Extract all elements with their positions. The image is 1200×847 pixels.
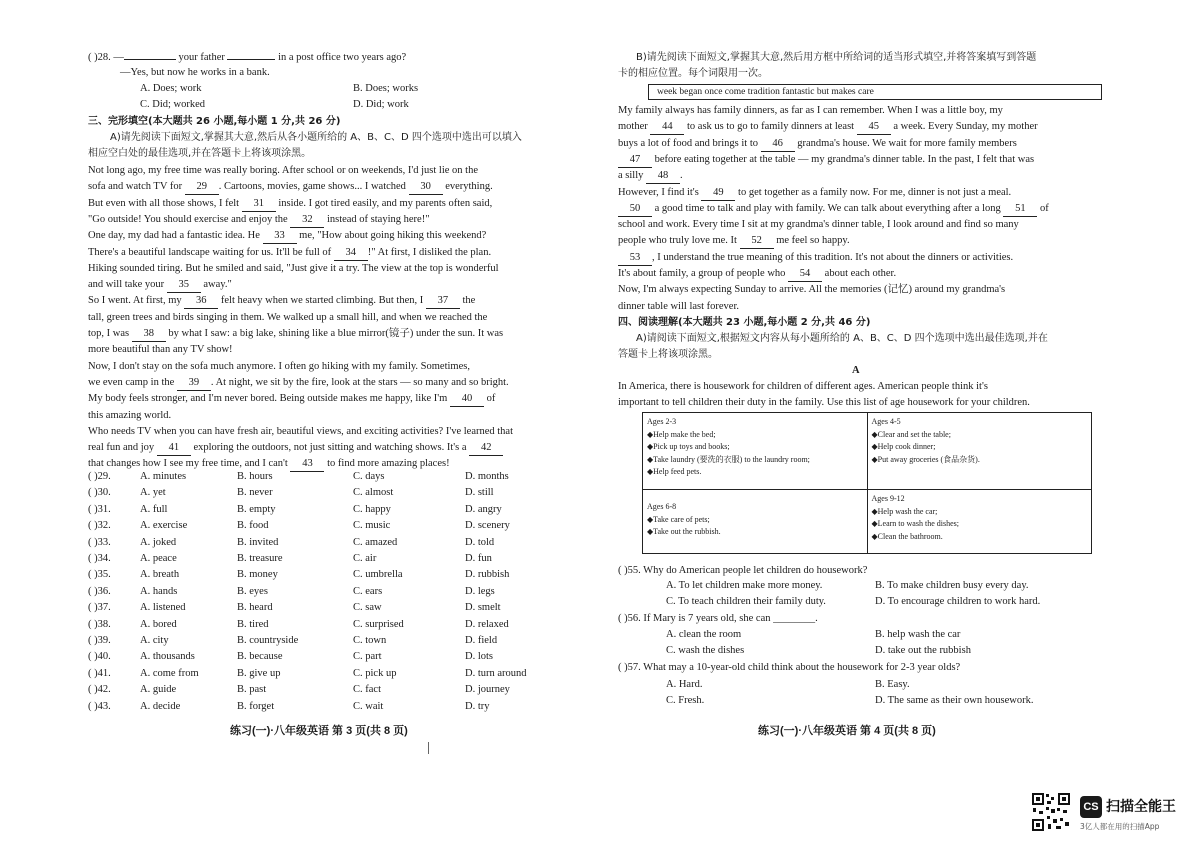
passage-text: My family always has family dinners, as far as I can remember. When I was a little boy, my bbox=[618, 105, 1003, 116]
passage-text: mother bbox=[618, 121, 651, 133]
passage-text: school and work. Every time I sit at my grandma's dinner table, I look around and find so many bbox=[618, 219, 1019, 231]
option-c: C. amazed bbox=[353, 536, 398, 548]
cloze-passage-line bbox=[88, 425, 578, 439]
passage-text: me, "How about going hiking this weekend? bbox=[296, 230, 487, 242]
answer-blank: 47 bbox=[618, 153, 652, 168]
passage-text: It's about family, a group of people who bbox=[618, 268, 789, 279]
passage-text: buys a lot of food and brings it to bbox=[618, 137, 761, 149]
passage-text: Now, I'm always expecting Sunday to arrive. All the memories (记忆) around my grandma's bbox=[618, 284, 1006, 296]
answer-blank: 31 bbox=[242, 197, 276, 212]
passage-text: Hiking sounded tiring. But he smiled and said, "Just give it a try. The view at the top is wonderful bbox=[88, 262, 499, 274]
option-number: ( )37. bbox=[88, 602, 111, 614]
option-d: D. legs bbox=[465, 585, 495, 597]
option-b: B. empty bbox=[237, 503, 276, 515]
option-number: ( )39. bbox=[88, 635, 111, 646]
option-a: A. city bbox=[140, 635, 169, 646]
option-number: ( )38. bbox=[88, 618, 111, 630]
option-a: A. joked bbox=[140, 536, 177, 548]
option-a: A. full bbox=[140, 503, 168, 515]
answer-blank: 53 bbox=[618, 251, 652, 266]
camscanner-logo-icon: CS bbox=[1080, 796, 1102, 818]
option-d: D. journey bbox=[465, 684, 510, 696]
passage-text: real fun and joy bbox=[88, 442, 157, 454]
option-c: C. pick up bbox=[353, 667, 397, 679]
answer-blank: 43 bbox=[290, 457, 324, 472]
cloze-passage-line bbox=[88, 262, 578, 276]
section4-instruction-1: A)请阅读下面短文,根据短文内容从每小题所给的 A、B、C、D 四个选项中选出最佳选项,并在 bbox=[636, 333, 1048, 344]
passage-text: There's a beautiful landscape waiting for us. It'll be full of bbox=[88, 246, 334, 258]
passage-text: exploring the outdoors, not just sitting and watching shows. It's a bbox=[190, 442, 470, 454]
passage-text: we even camp in the bbox=[88, 376, 177, 388]
option-number: ( )33. bbox=[88, 536, 111, 548]
option-a: A. guide bbox=[140, 684, 177, 696]
fill-in-passage-line bbox=[618, 169, 1096, 184]
fill-in-passage-line bbox=[618, 153, 1096, 168]
option-b: B. countryside bbox=[237, 635, 299, 646]
passage-text: everything. bbox=[442, 181, 493, 193]
cloze-passage-line bbox=[88, 409, 578, 423]
passage-text: and will take your bbox=[88, 279, 167, 291]
option-c: C. wait bbox=[353, 700, 384, 712]
option-a: A. exercise bbox=[140, 520, 188, 532]
option-b: B. treasure bbox=[237, 553, 283, 564]
answer-blank: 34 bbox=[334, 246, 368, 261]
answer-blank: 52 bbox=[740, 234, 774, 249]
answer-blank: 42 bbox=[469, 441, 503, 456]
q56-option-d: D. take out the rubbish bbox=[875, 645, 971, 656]
answer-blank: 39 bbox=[177, 376, 211, 391]
passage-text: grandma's house. We wait for more family members bbox=[794, 137, 1017, 149]
q57-option-c: C. Fresh. bbox=[666, 695, 705, 706]
table-cell-ages-9-12: Ages 9-12 ◆Help wash the car; ◆Learn to wash the dishes; ◆Clean the bathroom. bbox=[867, 490, 1092, 554]
answer-blank: 49 bbox=[701, 186, 735, 201]
option-b: B. heard bbox=[237, 602, 273, 614]
q55-stem: ( )55. Why do American people let children do housework? bbox=[618, 565, 868, 576]
passage-text: But even with all those shows, I felt bbox=[88, 197, 242, 209]
cloze-passage-line bbox=[88, 360, 578, 374]
option-a: A. come from bbox=[140, 667, 199, 679]
option-number: ( )41. bbox=[88, 667, 111, 679]
option-number: ( )29. bbox=[88, 471, 111, 482]
passage-a-heading: A bbox=[852, 365, 860, 376]
fill-in-passage-line bbox=[618, 186, 1096, 201]
answer-blank: 29 bbox=[185, 180, 219, 195]
center-divider-mark bbox=[428, 742, 429, 754]
q28-option-d: D. Did; work bbox=[353, 99, 409, 110]
answer-blank: 33 bbox=[263, 229, 297, 244]
option-b: B. eyes bbox=[237, 585, 268, 597]
passage-text: of bbox=[1037, 202, 1049, 214]
passage-text: My body feels stronger, and I'm never bored. Being outside makes me happy, like I'm bbox=[88, 393, 450, 405]
cloze-passage-line bbox=[88, 246, 578, 261]
option-a: A. thousands bbox=[140, 651, 195, 663]
option-b: B. past bbox=[237, 684, 267, 696]
option-d: D. try bbox=[465, 700, 490, 712]
passage-text: me feel so happy. bbox=[773, 235, 850, 247]
option-d: D. still bbox=[465, 487, 494, 499]
answer-blank: 40 bbox=[450, 392, 484, 407]
cloze-passage-line bbox=[88, 164, 578, 178]
passage-text: However, I find it's bbox=[618, 186, 702, 198]
fill-in-passage-line bbox=[618, 234, 1096, 249]
cloze-passage-line bbox=[88, 327, 578, 342]
fill-in-passage-line bbox=[618, 120, 1096, 135]
table-cell-ages-6-8: Ages 6-8 ◆Take care of pets; ◆Take out the rubbish. bbox=[643, 490, 868, 554]
passage-text: to ask us to go to family dinners at least bbox=[684, 121, 857, 133]
option-b: B. never bbox=[237, 487, 273, 499]
passage-text: a week. Every Sunday, my mother bbox=[890, 121, 1038, 133]
passage-text: a silly bbox=[618, 170, 646, 182]
q56-option-a: A. clean the room bbox=[666, 629, 742, 640]
cloze-passage-line bbox=[88, 441, 578, 456]
answer-blank: 44 bbox=[650, 120, 684, 135]
option-b: B. tired bbox=[237, 618, 269, 630]
answer-blank: 48 bbox=[646, 169, 680, 184]
passage-text: to find more amazing places! bbox=[324, 458, 450, 470]
option-c: C. town bbox=[353, 635, 387, 646]
section3-instruction-2: 相应空白处的最佳选项,并在答题卡上将该项涂黑。 bbox=[88, 148, 312, 159]
table-cell-ages-2-3: Ages 2-3 ◆Help make the bed; ◆Pick up toys and books; ◆Take laundry (要洗的衣服) to the laundry room; ◆Help feed pets. bbox=[643, 413, 868, 490]
passage-text: . bbox=[680, 170, 683, 182]
qr-code-icon bbox=[1031, 792, 1071, 832]
q28-option-b: B. Does; works bbox=[353, 83, 419, 94]
answer-blank: 35 bbox=[167, 278, 201, 293]
option-d: D. turn around bbox=[465, 667, 527, 679]
watermark-title: 扫描全能王 bbox=[1106, 799, 1176, 815]
option-a: A. hands bbox=[140, 585, 178, 597]
answer-blank: 36 bbox=[184, 294, 218, 309]
passage-text: , I understand the true meaning of this tradition. It's not about the dinners or activities. bbox=[652, 251, 1014, 263]
option-d: D. scenery bbox=[465, 520, 510, 532]
fill-in-passage-line bbox=[618, 218, 1096, 232]
section-b-instruction-2: 卡的相应位置。每个词限用一次。 bbox=[618, 68, 768, 79]
page-3-footer: 练习(一)·八年级英语 第 3 页(共 8 页) bbox=[230, 725, 408, 737]
fill-in-passage-line bbox=[618, 202, 1096, 217]
option-c: C. days bbox=[353, 471, 385, 482]
option-d: D. angry bbox=[465, 503, 502, 515]
passage-text: people who truly love me. It bbox=[618, 235, 740, 247]
answer-blank: 51 bbox=[1003, 202, 1037, 217]
fill-in-passage-line bbox=[618, 251, 1096, 266]
passage-a-line-2: important to tell children their duty in the family. Use this list of age housework for your children. bbox=[618, 397, 1030, 408]
passage-text: One day, my dad had a fantastic idea. He bbox=[88, 230, 263, 242]
option-b: B. give up bbox=[237, 667, 281, 679]
q56-option-b: B. help wash the car bbox=[875, 629, 961, 640]
q28-option-c: C. Did; worked bbox=[140, 99, 206, 110]
option-number: ( )34. bbox=[88, 553, 111, 564]
section4-instruction-2: 答题卡上将该项涂黑。 bbox=[618, 349, 718, 360]
passage-text: to get together as a family now. For me, dinner is not just a meal. bbox=[735, 186, 1012, 198]
q55-option-c: C. To teach children their family duty. bbox=[666, 596, 826, 607]
option-a: A. peace bbox=[140, 553, 177, 564]
passage-text: sofa and watch TV for bbox=[88, 181, 185, 193]
passage-text: top, I was bbox=[88, 328, 132, 339]
housework-table bbox=[642, 412, 1092, 554]
option-d: D. smelt bbox=[465, 602, 501, 614]
answer-blank: 37 bbox=[426, 294, 460, 309]
q28-option-a: A. Does; work bbox=[140, 83, 202, 94]
q28-line2: —Yes, but now he works in a bank. bbox=[120, 67, 270, 78]
passage-text: instead of staying here!" bbox=[324, 213, 430, 225]
answer-blank: 38 bbox=[132, 327, 166, 342]
passage-text: Who needs TV when you can have fresh air, beautiful views, and exciting activities? I've learned that bbox=[88, 425, 514, 437]
option-c: C. saw bbox=[353, 602, 382, 614]
option-c: C. fact bbox=[353, 684, 381, 696]
passage-text: a good time to talk and play with family. We can talk about everything after a long bbox=[652, 202, 1004, 214]
q55-option-d: D. To encourage children to work hard. bbox=[875, 596, 1041, 607]
q57-option-d: D. The same as their own housework. bbox=[875, 695, 1034, 706]
answer-blank: 45 bbox=[857, 120, 891, 135]
passage-text: dinner table will last forever. bbox=[618, 300, 740, 312]
watermark-subtitle: 3亿人都在用的扫描App bbox=[1080, 822, 1160, 831]
fill-in-passage-line bbox=[618, 283, 1096, 297]
option-b: B. hours bbox=[237, 471, 273, 482]
passage-text: inside. I got tired easily, and my parents often said, bbox=[275, 197, 493, 209]
option-number: ( )31. bbox=[88, 503, 111, 515]
fill-in-passage-line bbox=[618, 300, 1096, 314]
option-a: A. decide bbox=[140, 700, 181, 712]
option-a: A. breath bbox=[140, 569, 180, 581]
option-c: C. almost bbox=[353, 487, 394, 499]
passage-text: So I went. At first, my bbox=[88, 295, 185, 307]
answer-blank: 32 bbox=[290, 213, 324, 228]
option-a: A. listened bbox=[140, 602, 186, 614]
option-a: A. minutes bbox=[140, 471, 187, 482]
section-b-instruction-1: B)请先阅读下面短文,掌握其大意,然后用方框中所给词的适当形式填空,并将答案填写到答题 bbox=[636, 52, 1037, 63]
option-number: ( )43. bbox=[88, 700, 111, 712]
q28-stem: ( )28. — your father in a post office two years ago? bbox=[88, 52, 407, 63]
section4-title: 四、阅读理解(本大题共 23 小题,每小题 2 分,共 46 分) bbox=[618, 317, 871, 328]
cloze-passage-line bbox=[88, 229, 578, 244]
q57-option-b: B. Easy. bbox=[875, 679, 910, 690]
passage-text: that changes how I see my free time, and I can't bbox=[88, 458, 291, 470]
passage-text: away." bbox=[200, 279, 232, 291]
cloze-passage-line bbox=[88, 197, 578, 212]
option-d: D. lots bbox=[465, 651, 494, 663]
passage-text: . At night, we sit by the fire, look at the stars — so many and so bright. bbox=[210, 376, 509, 388]
option-number: ( )40. bbox=[88, 651, 111, 663]
passage-text: of bbox=[483, 393, 496, 405]
q56-option-c: C. wash the dishes bbox=[666, 645, 745, 656]
page-4-footer: 练习(一)·八年级英语 第 4 页(共 8 页) bbox=[758, 725, 936, 737]
option-number: ( )30. bbox=[88, 487, 111, 499]
q55-option-a: A. To let children make more money. bbox=[666, 580, 823, 591]
option-number: ( )42. bbox=[88, 684, 111, 696]
option-number: ( )32. bbox=[88, 520, 111, 532]
answer-blank: 41 bbox=[157, 441, 191, 456]
passage-text: "Go outside! You should exercise and enjoy the bbox=[88, 213, 291, 225]
cloze-passage-line bbox=[88, 343, 578, 357]
cloze-passage-line bbox=[88, 180, 578, 195]
passage-text: !" At first, I disliked the plan. bbox=[367, 246, 492, 258]
cloze-passage-line bbox=[88, 392, 578, 407]
fill-in-passage-line bbox=[618, 137, 1096, 152]
word-box: week began once come tradition fantastic but makes care bbox=[648, 84, 1102, 100]
option-c: C. part bbox=[353, 651, 382, 663]
answer-blank: 30 bbox=[409, 180, 443, 195]
option-a: A. bored bbox=[140, 618, 177, 630]
passage-text: more beautiful than any TV show! bbox=[88, 344, 233, 356]
option-b: B. forget bbox=[237, 700, 275, 712]
option-c: C. surprised bbox=[353, 618, 404, 630]
cloze-passage-line bbox=[88, 311, 578, 325]
option-number: ( )36. bbox=[88, 585, 111, 597]
fill-in-passage-line bbox=[618, 267, 1096, 282]
option-d: D. field bbox=[465, 635, 498, 646]
passage-text: by what I saw: a big lake, shining like a blue mirror(镜子) under the sun. It was bbox=[165, 328, 504, 339]
cloze-passage-line bbox=[88, 376, 578, 391]
option-c: C. happy bbox=[353, 503, 391, 515]
option-b: B. invited bbox=[237, 536, 279, 548]
answer-blank: 46 bbox=[761, 137, 795, 152]
passage-a-line-1: In America, there is housework for children of different ages. American people think it's bbox=[618, 381, 988, 392]
q55-option-b: B. To make children busy every day. bbox=[875, 580, 1029, 591]
passage-text: Not long ago, my free time was really boring. After school or on weekends, I'd just lie on the bbox=[88, 165, 479, 176]
cloze-passage-line bbox=[88, 213, 578, 228]
cloze-passage-line bbox=[88, 294, 578, 309]
passage-text: this amazing world. bbox=[88, 409, 172, 421]
table-cell-ages-4-5: Ages 4-5 ◆Clear and set the table; ◆Help cook dinner; ◆Put away groceries (食品杂货). bbox=[867, 413, 1092, 490]
option-b: B. money bbox=[237, 569, 278, 581]
q57-stem: ( )57. What may a 10-year-old child think about the housework for 2-3 year olds? bbox=[618, 662, 961, 673]
option-number: ( )35. bbox=[88, 569, 111, 581]
option-c: C. ears bbox=[353, 585, 383, 597]
option-d: D. told bbox=[465, 536, 495, 548]
fill-in-passage-line bbox=[618, 104, 1096, 118]
option-d: D. fun bbox=[465, 553, 492, 564]
passage-text: . Cartoons, movies, game shows... I watched bbox=[218, 181, 409, 193]
option-b: B. food bbox=[237, 520, 269, 532]
passage-text: the bbox=[459, 295, 476, 307]
passage-text: Now, I don't stay on the sofa much anymore. I often go hiking with my family. Sometimes, bbox=[88, 360, 470, 372]
passage-text: felt heavy when we started climbing. But then, I bbox=[218, 295, 426, 307]
option-d: D. relaxed bbox=[465, 618, 509, 630]
cloze-passage-line bbox=[88, 278, 578, 293]
option-c: C. air bbox=[353, 553, 377, 564]
passage-text: before eating together at the table — my grandma's dinner table. In the past, I felt that was bbox=[652, 153, 1035, 165]
q56-stem: ( )56. If Mary is 7 years old, she can ________. bbox=[618, 613, 818, 624]
option-d: D. months bbox=[465, 471, 509, 482]
option-c: C. music bbox=[353, 520, 391, 532]
q57-option-a: A. Hard. bbox=[666, 679, 703, 690]
passage-text: about each other. bbox=[822, 268, 897, 279]
option-c: C. umbrella bbox=[353, 569, 403, 581]
option-d: D. rubbish bbox=[465, 569, 510, 581]
passage-text: tall, green trees and birds singing in them. We walked up a small hill, and when we reached the bbox=[88, 311, 488, 323]
answer-blank: 50 bbox=[618, 202, 652, 217]
answer-blank: 54 bbox=[788, 267, 822, 282]
option-a: A. yet bbox=[140, 487, 166, 499]
section3-title: 三、完形填空(本大题共 26 小题,每小题 1 分,共 26 分) bbox=[88, 116, 341, 127]
section3-instruction-1: A)请先阅读下面短文,掌握其大意,然后从各小题所给的 A、B、C、D 四个选项中选出可以填入 bbox=[110, 132, 522, 143]
option-b: B. because bbox=[237, 651, 283, 663]
